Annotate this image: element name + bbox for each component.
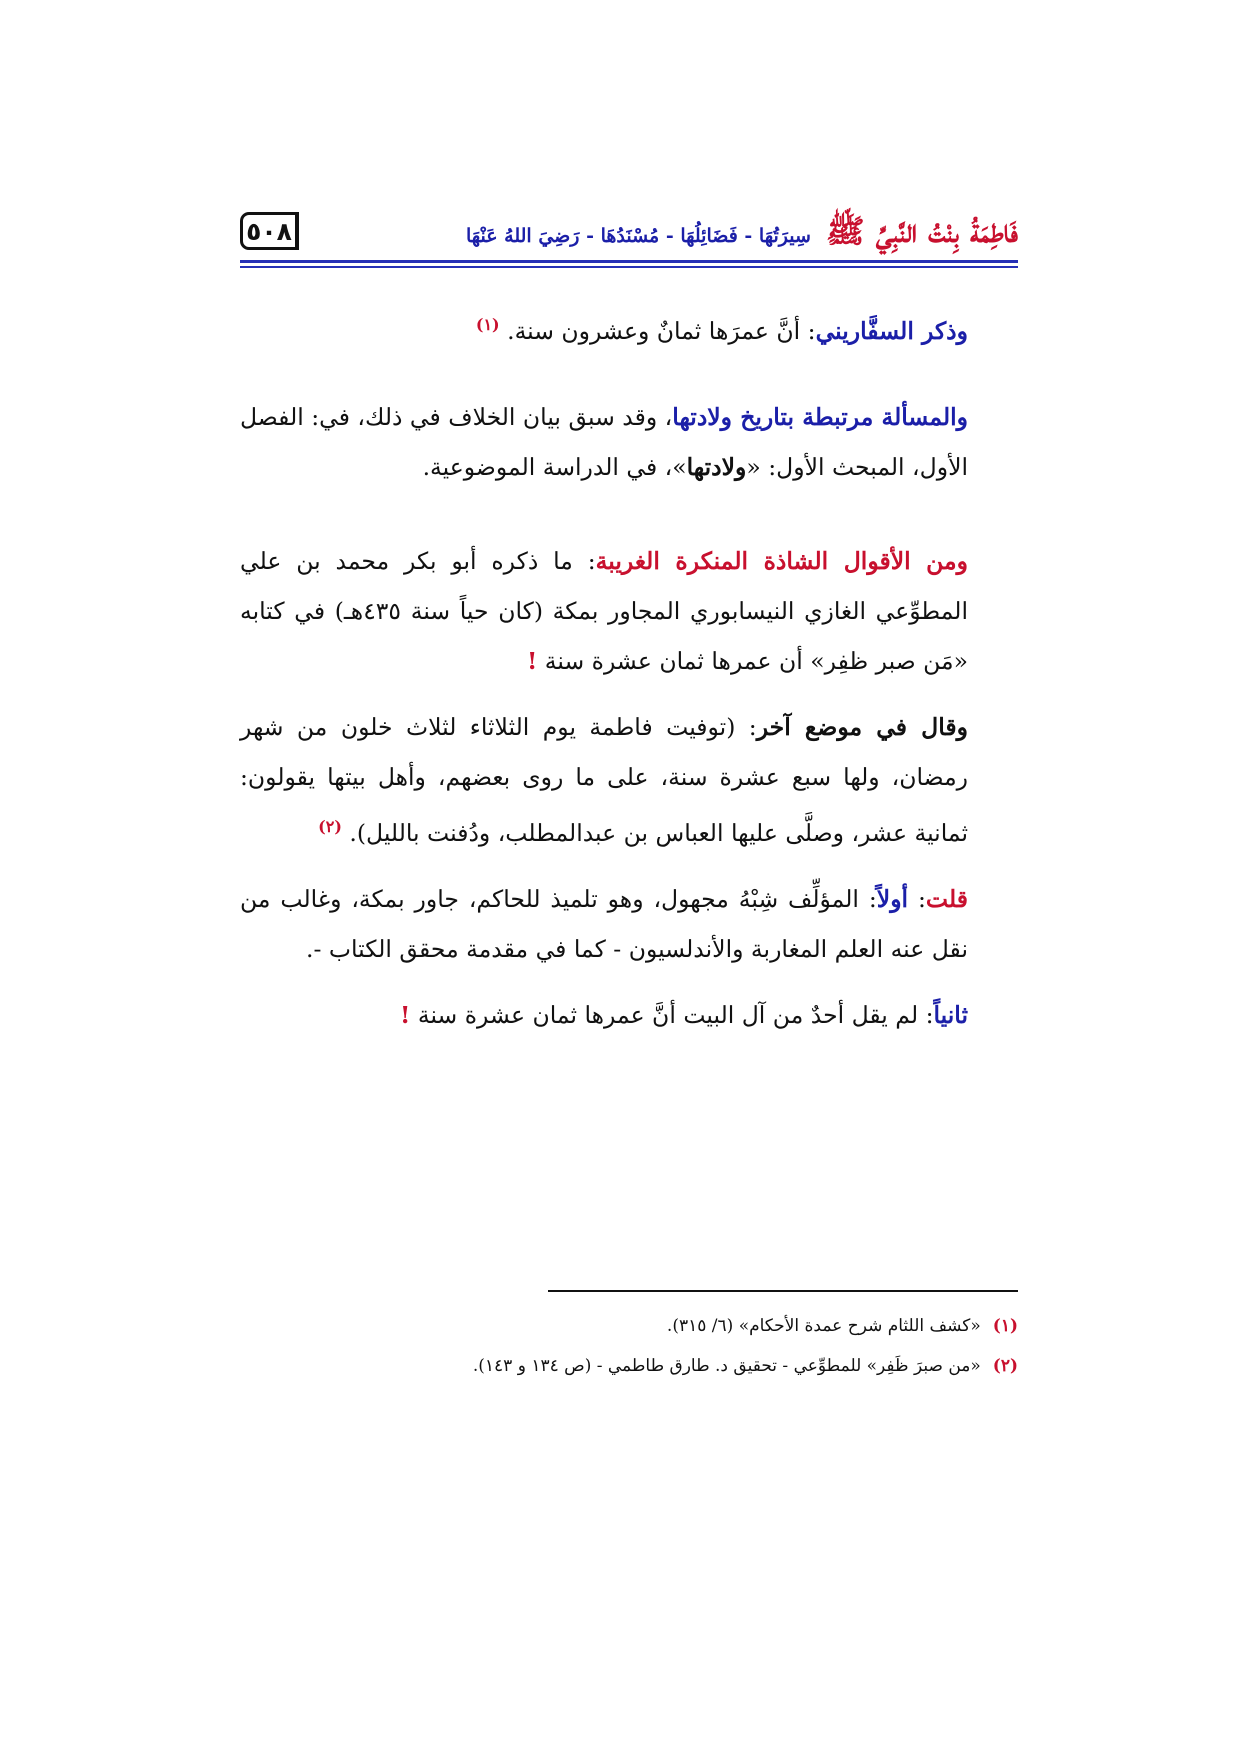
footnote-1-number: (١) — [992, 1316, 1018, 1336]
footnotes — [240, 1306, 1018, 1386]
para4-text: : (توفيت فاطمة يوم الثلاثاء لثلاث خلون من شهر رمضان، ولها سبع عشرة سنة، على ما روى بعضهم، وأهل بيتها يقولون: ثمانية عشر، وصلَّى عليها العباس بن عبدالمطلب، ودُفنت بالليل). — [240, 712, 968, 847]
para5-lead: قلت — [925, 884, 969, 913]
footnote-separator — [548, 1290, 1018, 1292]
para5-first: أولاً — [876, 884, 909, 913]
running-title — [466, 212, 1018, 250]
footnote-2-number: (٢) — [992, 1356, 1018, 1376]
para2-text-a: ، وقد سبق بيان الخلاف في ذلك، في: الفصل الأول، المبحث الأول: « — [240, 402, 968, 481]
paragraph-1 — [240, 300, 1018, 356]
footnote-2-text: «من صبرَ ظَفِر» للمطوِّعي - تحقيق د. طارق طاطمي - (ص ١٣٤ و ١٤٣). — [472, 1356, 981, 1376]
para4-lead: وقال في موضع آخر — [756, 712, 968, 741]
page-header — [240, 212, 1018, 266]
para3-text: : ما ذكره أبو بكر محمد بن علي المطوِّعي الغازي النيسابوري المجاور بمكة (كان حياً سنة ٤٣٥هـ) في كتابه «مَن صبر ظفِر» أن عمرها ثمان عشرة سنة — [240, 546, 968, 675]
header-rule-thin — [240, 266, 1018, 268]
para1-text: : أنَّ عمرَها ثمانٌ وعشرون سنة. — [507, 316, 816, 345]
page-number: ٥٠٨ — [240, 212, 298, 250]
footnote-2 — [240, 1346, 1018, 1386]
book-title: فَاطِمَةُ بِنْتُ النَّبِيِّ ﷺ — [826, 212, 1018, 250]
para3-lead: ومن الأقوال الشاذة المنكرة الغريبة — [595, 546, 968, 575]
footnote-1 — [240, 1306, 1018, 1346]
para1-lead: وذكر السفَّاريني — [815, 316, 968, 345]
para6-text: : لم يقل أحدٌ من آل البيت أنَّ عمرها ثمان عشرة سنة — [417, 1000, 934, 1029]
para5-text: : المؤلِّف شِبْهُ مجهول، وهو تلميذ للحاكم، جاور بمكة، وغالب من نقل عنه العلم المغاربة والأندلسيون - كما في مقدمة محقق الكتاب -. — [240, 884, 968, 963]
para2-text-b: »، في الدراسة الموضوعية. — [422, 452, 687, 481]
para3-exclaim: ! — [526, 646, 538, 675]
footnote-ref-1[interactable]: (١) — [475, 315, 500, 334]
paragraph-2 — [240, 392, 1018, 492]
paragraph-3 — [240, 536, 1018, 686]
paragraph-6 — [240, 990, 1018, 1040]
para6-lead: ثانياً — [933, 1000, 968, 1029]
book-subtitle: سِيرَتُهَا - فَضَائِلُهَا - مُسْنَدُهَا - رَضِيَ اللهُ عَنْهَا — [465, 225, 811, 247]
paragraph-5 — [240, 874, 1018, 974]
para2-bold: ولادتها — [686, 452, 747, 481]
footnote-1-text: «كشف اللثام شرح عمدة الأحكام» (٦/ ٣١٥). — [666, 1316, 981, 1336]
para2-lead: والمسألة مرتبطة بتاريخ ولادتها — [672, 402, 968, 431]
header-rule-thick — [240, 260, 1018, 263]
footnote-ref-2[interactable]: (٢) — [318, 816, 342, 836]
para5-colon: : — [908, 884, 926, 913]
page-body — [240, 300, 1018, 1040]
paragraph-4 — [240, 702, 1018, 858]
para6-exclaim: ! — [400, 1000, 411, 1029]
